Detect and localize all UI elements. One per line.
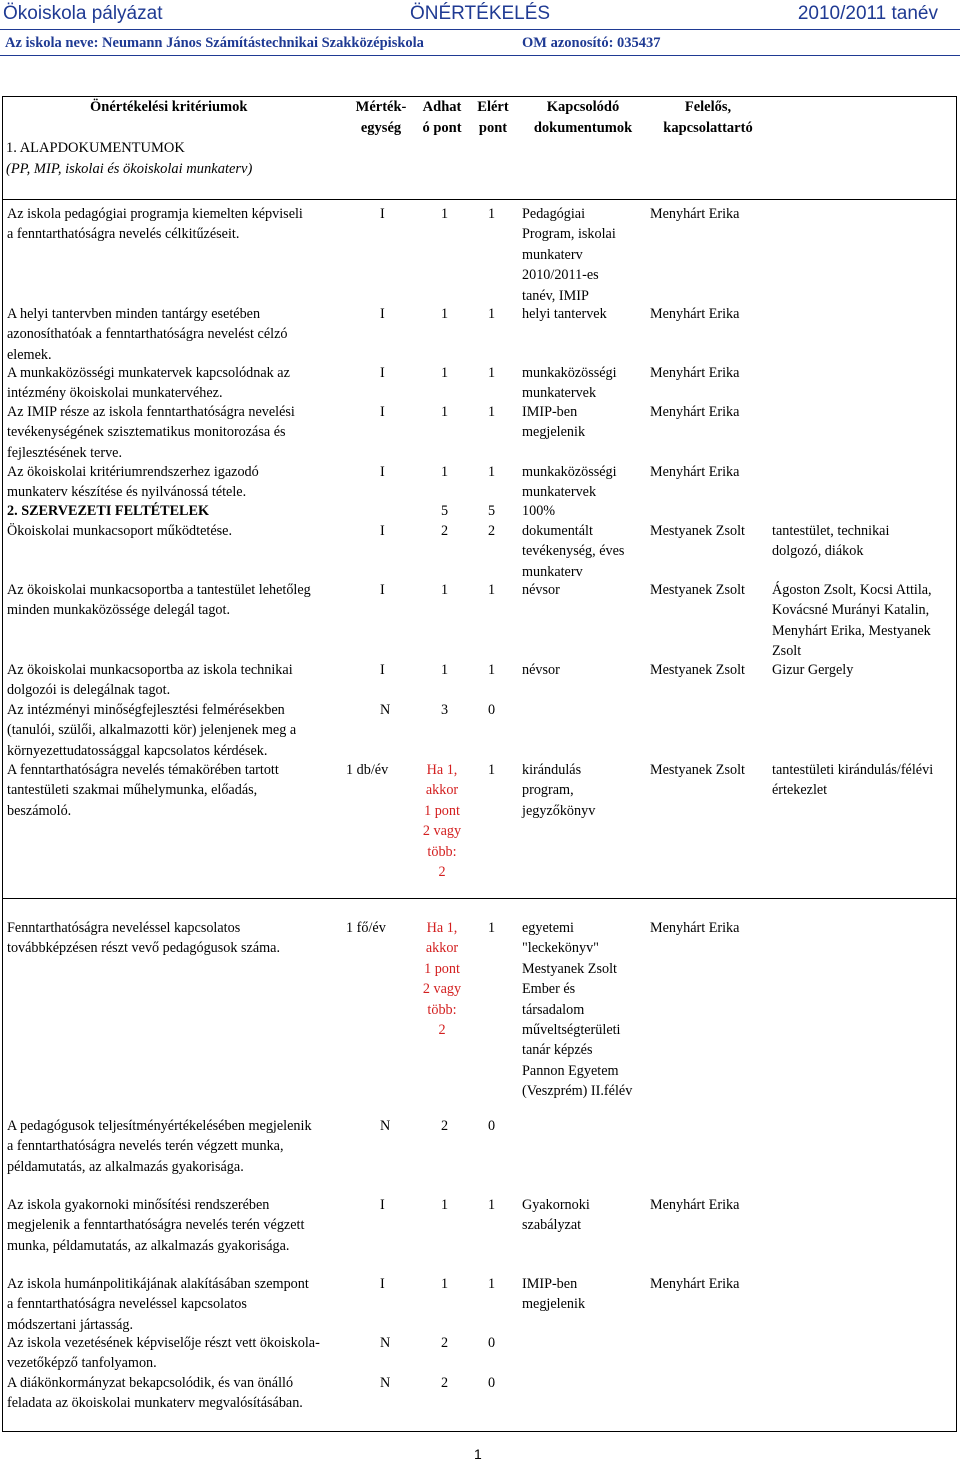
program-name: Ökoiskola pályázat: [3, 3, 163, 24]
section-1-heading: 1. ALAPDOKUMENTUMOK (PP, MIP, iskolai és ökoiskolai munkaterv): [6, 140, 253, 177]
max-points-cell: Ha 1, akkor 1 pont 2 vagy több: 2: [422, 920, 462, 1039]
max-points-cell: 2: [441, 523, 449, 539]
criteria-text: Az iskola humánpolitikájának alakításában szempont a fenntarthatóságra neveléssel kapcsolatos módszertani jártasság.: [7, 1276, 309, 1333]
responsible-cell: Menyhárt Erika: [650, 306, 740, 322]
unit-cell: I: [380, 404, 385, 420]
unit-cell: N: [380, 702, 391, 718]
criteria-text: Ökoiskolai munkacsoport működtetése.: [7, 523, 232, 539]
responsible-cell: Mestyanek Zsolt: [650, 523, 745, 539]
unit-cell: 1 fő/év: [346, 920, 386, 936]
table-divider: [2, 898, 957, 899]
col-achieved-points: Elért pont: [477, 99, 509, 136]
achieved-points-cell: 1: [488, 306, 496, 322]
contacts-cell: tantestületi kirándulás/félévi értekezlet: [772, 762, 934, 799]
documents-cell: munkaközösségi munkatervek: [522, 365, 617, 402]
school-year: 2010/2011 tanév: [797, 3, 938, 24]
max-points-cell: 2: [441, 1118, 449, 1134]
achieved-points-cell: 0: [488, 1375, 496, 1391]
col-documents: Kapcsolódó dokumentumok: [533, 99, 633, 136]
documents-cell: munkaközösségi munkatervek: [522, 464, 617, 501]
documents-cell: névsor: [522, 662, 560, 678]
max-points-cell: 1: [441, 1197, 449, 1213]
unit-cell: N: [380, 1335, 391, 1351]
criteria-text: Az iskola vezetésének képviselője részt vett ökoiskola- vezetőképző tanfolyamon.: [7, 1335, 320, 1372]
header-divider: [0, 29, 960, 30]
criteria-text: Az iskola pedagógiai programja kiemelten képviseli a fenntarthatóságra nevelés célkitűzéseit.: [7, 206, 303, 243]
col-criteria: Önértékelési kritériumok: [90, 99, 248, 115]
achieved-points-cell: 1: [488, 582, 496, 598]
max-points-cell: 1: [441, 365, 449, 381]
criteria-text: A helyi tantervben minden tantárgy esetében azonosíthatóak a fenntarthatóságra nevelést célzó elemek.: [7, 306, 288, 363]
school-name: Az iskola neve: Neumann János Számítástechnikai Szakközépiskola: [5, 35, 424, 51]
unit-cell: I: [380, 206, 385, 222]
achieved-points-cell: 1: [488, 1197, 496, 1213]
achieved-points-cell: 1: [488, 464, 496, 480]
responsible-cell: Menyhárt Erika: [650, 365, 740, 381]
col-responsible: Felelős, kapcsolattartó: [663, 99, 753, 136]
criteria-text: Az iskola gyakornoki minősítési rendszerében megjelenik a fenntarthatóságra nevelés terén végzett munka, példamutatás, az alkalmazás gyakorisága.: [7, 1197, 305, 1254]
criteria-text: A pedagógusok teljesítményértékelésében megjelenik a fenntarthatóságra nevelés terén végzett munka, példamutatás, az alkalmazás gyakorisága.: [7, 1118, 312, 1175]
achieved-points-cell: 1: [488, 206, 496, 222]
max-points-cell: 3: [441, 702, 449, 718]
contacts-cell: tantestület, technikai dolgozó, diákok: [772, 523, 890, 560]
criteria-text: A fenntarthatóságra nevelés témakörében tartott tantestületi szakmai műhelymunka, előadás, beszámoló.: [7, 762, 279, 819]
max-points-cell: 1: [441, 582, 449, 598]
responsible-cell: Menyhárt Erika: [650, 1276, 740, 1292]
achieved-points-cell: 1: [488, 365, 496, 381]
achieved-points-cell: 1: [488, 920, 496, 936]
unit-cell: I: [380, 582, 385, 598]
responsible-cell: Mestyanek Zsolt: [650, 762, 745, 778]
contacts-cell: Ágoston Zsolt, Kocsi Attila, Kovácsné Murányi Katalin, Menyhárt Erika, Mestyanek Zsolt: [772, 582, 932, 660]
unit-cell: I: [380, 1276, 385, 1292]
unit-cell: I: [380, 523, 385, 539]
documents-cell: kirándulás program, jegyzőkönyv: [522, 762, 596, 819]
achieved-points-cell: 1: [488, 1276, 496, 1292]
documents-cell: Pedagógiai Program, iskolai munkaterv 2010/2011-es tanév, IMIP: [522, 206, 616, 304]
criteria-text: Az ökoiskolai munkacsoportba az iskola technikai dolgozói is delegálnak tagot.: [7, 662, 293, 699]
unit-cell: I: [380, 306, 385, 322]
documents-cell: 100%: [522, 503, 556, 519]
achieved-points-cell: 1: [488, 762, 496, 778]
page-title: ÖNÉRTÉKELÉS: [410, 3, 551, 24]
max-points-cell: 5: [441, 503, 449, 519]
unit-cell: I: [380, 464, 385, 480]
unit-cell: 1 db/év: [346, 762, 389, 778]
documents-cell: névsor: [522, 582, 560, 598]
max-points-cell: 1: [441, 306, 449, 322]
page-number: 1: [474, 1446, 482, 1462]
criteria-text: A diákönkormányzat bekapcsolódik, és van önálló feladata az ökoiskolai munkaterv megvalósításában.: [7, 1375, 303, 1412]
max-points-cell: Ha 1, akkor 1 pont 2 vagy több: 2: [422, 762, 462, 881]
documents-cell: helyi tantervek: [522, 306, 607, 322]
col-unit: Mérték- egység: [355, 99, 407, 136]
max-points-cell: 1: [441, 662, 449, 678]
criteria-text: Az intézményi minőségfejlesztési felmérésekben (tanulói, szülői, alkalmazotti kör) jelenjenek meg a környezettudatossággal kapcsolatos kérdések.: [7, 702, 297, 759]
documents-cell: Gyakornoki szabályzat: [522, 1197, 590, 1234]
unit-cell: N: [380, 1375, 391, 1391]
max-points-cell: 1: [441, 464, 449, 480]
criteria-text: Az IMIP része az iskola fenntarthatóságra nevelési tevékenységének szisztematikus monitorozása és fejlesztésének terve.: [7, 404, 295, 461]
max-points-cell: 1: [441, 1276, 449, 1292]
achieved-points-cell: 2: [488, 523, 496, 539]
achieved-points-cell: 0: [488, 1118, 496, 1134]
om-id: OM azonosító: 035437: [522, 35, 661, 51]
achieved-points-cell: 1: [488, 404, 496, 420]
achieved-points-cell: 0: [488, 1335, 496, 1351]
responsible-cell: Menyhárt Erika: [650, 1197, 740, 1213]
criteria-text: A munkaközösségi munkatervek kapcsolódnak az intézmény ökoiskolai munkatervéhez.: [7, 365, 290, 402]
max-points-cell: 2: [441, 1375, 449, 1391]
achieved-points-cell: 0: [488, 702, 496, 718]
col-max-points: Adhat ó pont: [422, 99, 462, 136]
responsible-cell: Menyhárt Erika: [650, 206, 740, 222]
documents-cell: egyetemi "leckekönyv" Mestyanek Zsolt Ember és társadalom műveltségterületi tanár képzés Pannon Egyetem (Veszprém) II.félév: [522, 920, 633, 1100]
max-points-cell: 1: [441, 206, 449, 222]
contacts-cell: Gizur Gergely: [772, 662, 854, 678]
unit-cell: I: [380, 662, 385, 678]
responsible-cell: Menyhárt Erika: [650, 920, 740, 936]
responsible-cell: Menyhárt Erika: [650, 464, 740, 480]
unit-cell: N: [380, 1118, 391, 1134]
documents-cell: IMIP-ben megjelenik: [522, 404, 586, 441]
table-header-divider: [2, 199, 957, 200]
documents-cell: dokumentált tevékenység, éves munkaterv: [522, 523, 625, 580]
responsible-cell: Mestyanek Zsolt: [650, 582, 745, 598]
unit-cell: I: [380, 1197, 385, 1213]
unit-cell: I: [380, 365, 385, 381]
responsible-cell: Menyhárt Erika: [650, 404, 740, 420]
header-divider-2: [0, 55, 960, 56]
criteria-text: Fenntarthatóságra neveléssel kapcsolatos továbbképzésen részt vevő pedagógusok száma.: [7, 920, 281, 957]
max-points-cell: 1: [441, 404, 449, 420]
max-points-cell: 2: [441, 1335, 449, 1351]
criteria-text: 2. SZERVEZETI FELTÉTELEK: [7, 503, 210, 519]
criteria-text: Az ökoiskolai kritériumrendszerhez igazodó munkaterv készítése és nyilvánossá tétele.: [7, 464, 259, 501]
criteria-text: Az ökoiskolai munkacsoportba a tantestület lehetőleg minden munkaközössége delegál tagot.: [7, 582, 311, 619]
achieved-points-cell: 1: [488, 662, 496, 678]
documents-cell: IMIP-ben megjelenik: [522, 1276, 586, 1313]
achieved-points-cell: 5: [488, 503, 496, 519]
responsible-cell: Mestyanek Zsolt: [650, 662, 745, 678]
